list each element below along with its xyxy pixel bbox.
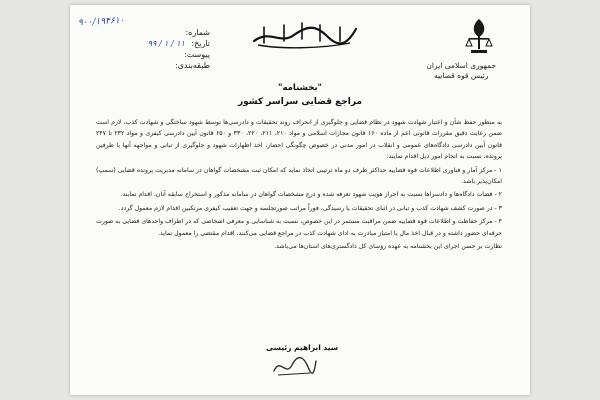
body-paragraph-2: ۲ - قضات دادگاه‌ها و دادسراها نسبت به احراز هویت شهود تعرفه شده و درج مشخصات گواهان در سامانه مذکور و استخراج سابقه آنان، اقدام نمایند. — [120, 191, 502, 199]
body-paragraph-4: ۴ - مرکز حفاظت و اطلاعات قوه قضاییه ضمن مراقبت مستمر در این خصوص، نسبت به شناسایی و معرفی اشخاصی که در اطراف واحدهای قضایی به صورت حرفه‌ای حضور داشته و در قبال اخذ مال یا امتیاز مبادرت به ادای شهادت کذب در مراجع قضایی می‌کنند، اقدام مقتضی را معمول نماید. — [96, 218, 502, 237]
issuer-country: جمهوری اسلامی ایران — [426, 61, 496, 70]
handwritten-reference-number: ۹۰۰/۱۹۴۶۱۰ — [77, 15, 125, 29]
signer-name: سید ابراهیم رئیسی — [266, 343, 339, 352]
letter-page — [70, 5, 530, 395]
issuer-office: رئیس قوه قضاییه — [433, 71, 489, 80]
meta-date: تاریخ: ۱۱ / ۱ / ۹۹ — [147, 39, 210, 48]
circular-title: "بخشنامه" — [278, 83, 322, 93]
circular-body — [96, 117, 502, 254]
meta-attachment: پیوست: — [183, 50, 210, 59]
body-paragraph-3: ۳ - در صورت کشف شهادت کذب و تبانی در اثنای تحقیقات یا رسیدگی، فوراً مراتب صورتجلسه و جهت تعقیب کیفری مرتکبین اقدام لازم معمول گردد. — [118, 204, 502, 212]
body-paragraph-1: ۱ - مرکز آمار و فناوری اطلاعات قوه قضاییه حداکثر ظرف دو ماه ترتیبی اتخاذ نماید که امکان ثبت مشخصات گواهان در سامانه مدیریت پرونده قضایی (سمپ) امکان‌پذیر باشد. — [96, 166, 502, 186]
handwritten-signature-icon — [270, 353, 318, 379]
judiciary-emblem-icon — [464, 17, 494, 57]
issuer-block — [426, 61, 496, 81]
circular-addressee: مراجع قضایی سراسر کشور — [237, 97, 363, 107]
bismillah-calligraphy-icon — [250, 19, 360, 51]
meta-number: شماره: — [185, 28, 210, 37]
meta-classification: طبقه‌بندی: — [175, 61, 210, 70]
body-paragraph-closing: نظارت بر حسن اجرای این بخشنامه به عهده رؤسای کل دادگستری‌های استان‌ها می‌باشد. — [274, 243, 502, 251]
letter-metadata — [130, 27, 210, 71]
body-paragraph-intro: به منظور حفظ شأن و اعتبار شهادت شهود در نظام قضایی و جلوگیری از انحراف روند تحقیقات و دادرسی‌ها توسط شهود ساختگی و شهادت کذب، لازم است ضمن رعایت دقیق مقررات قانونی اعم از ماده ۱۶۰ قانون مجازات اسلامی و مواد ۲۱۰، ۲۱۱، ۲۲۰، ۳۳۰ و ۶۵۰ قانون آیین دادرسی کیفری و مواد ۲۳۲ تا ۲۴۷ قانون آیین دادرسی دادگاه‌های عمومی و انقلاب در امور مدنی در خصوص چگونگی احضار، اخذ اظهارات شهود و جلوگیری از تبانی و مواجهه آنها با طرفین پرونده، نسبت به انجام امور ذیل اقدام نمایند: — [96, 119, 503, 161]
